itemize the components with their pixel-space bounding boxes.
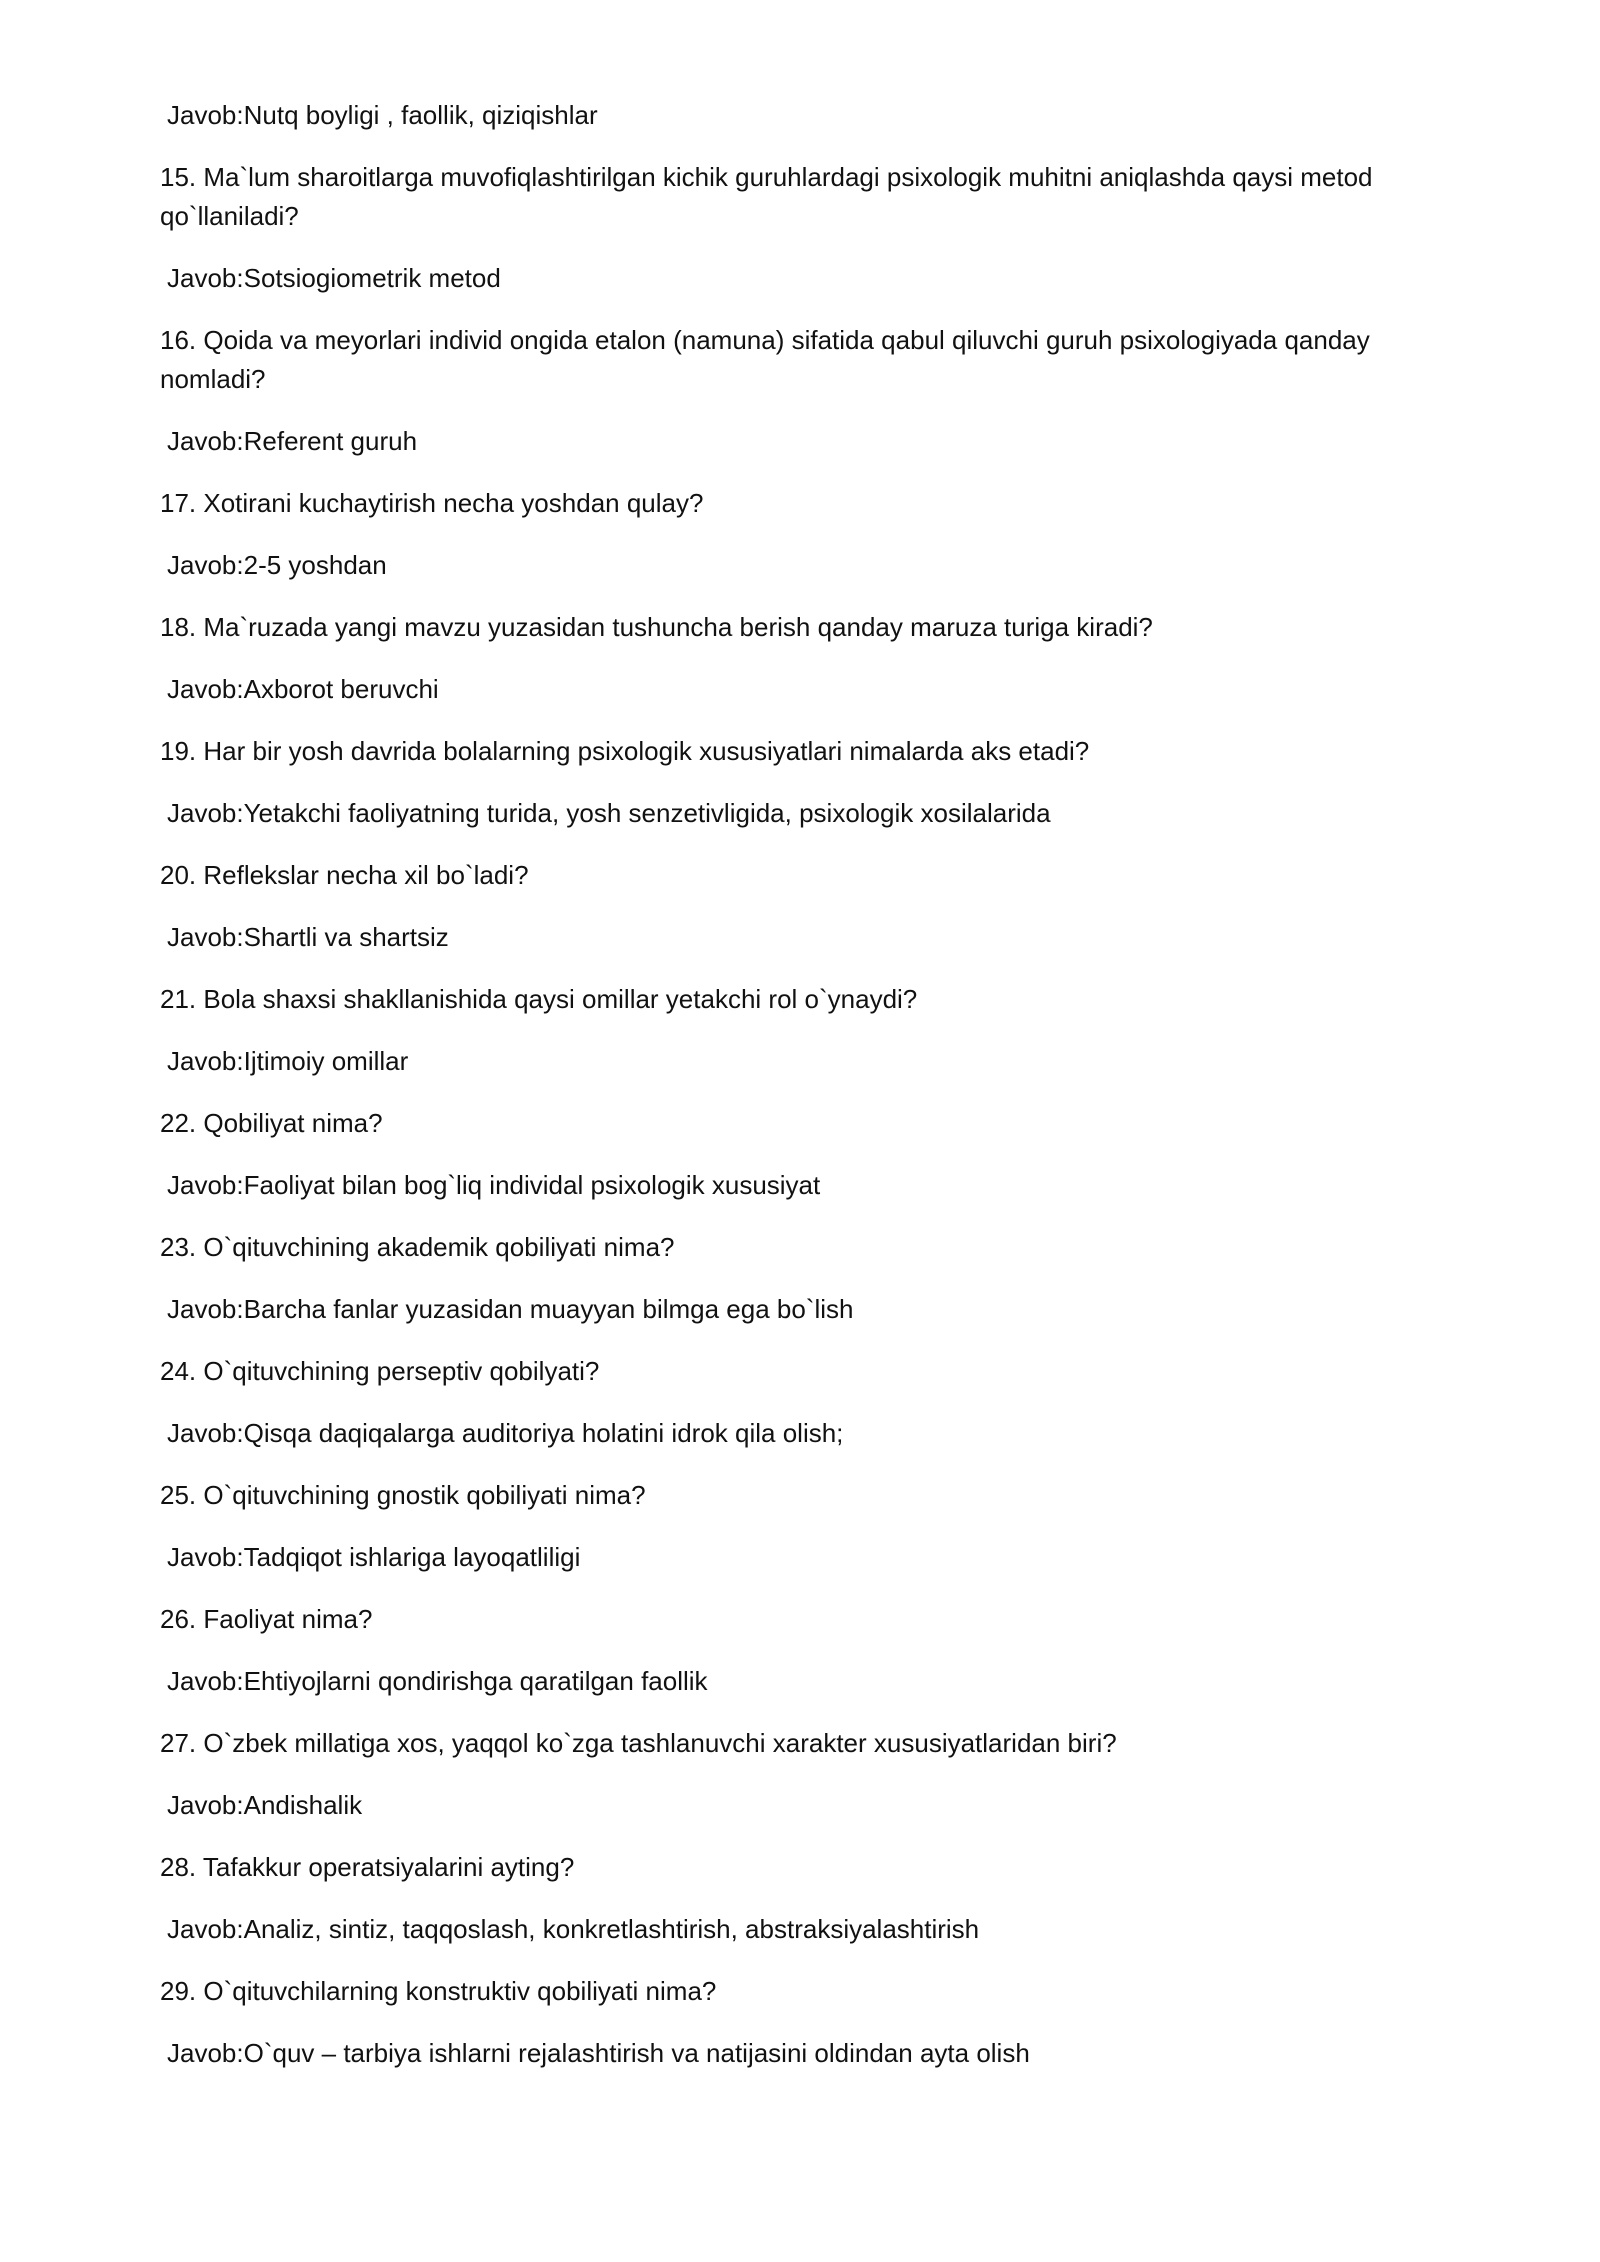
- answer-text: Javob:Referent guruh: [167, 426, 418, 456]
- answer-text: Javob:Qisqa daqiqalarga auditoriya holatini idrok qila olish;: [167, 1418, 844, 1448]
- answer-text: Javob:Sotsiogiometrik metod: [167, 263, 501, 293]
- question-text: 26. Faoliyat nima?: [160, 1604, 373, 1634]
- intro-answer-text: Javob:Nutq boyligi , faollik, qiziqishlar: [167, 100, 598, 130]
- answer-text: Javob:Ijtimoiy omillar: [167, 1046, 409, 1076]
- question-text: 25. O`qituvchining gnostik qobiliyati nima?: [160, 1480, 646, 1510]
- question-text: 27. O`zbek millatiga xos, yaqqol ko`zga tashlanuvchi xarakter xususiyatlaridan biri?: [160, 1728, 1117, 1758]
- qa-list: [160, 158, 1445, 2073]
- question-text: 19. Har bir yosh davrida bolalarning psixologik xususiyatlari nimalarda aks etadi?: [160, 736, 1090, 766]
- answer-text: Javob:2-5 yoshdan: [167, 550, 387, 580]
- question-text: 23. O`qituvchining akademik qobiliyati nima?: [160, 1232, 675, 1262]
- question-text: 29. O`qituvchilarning konstruktiv qobiliyati nima?: [160, 1976, 717, 2006]
- answer-text: Javob:Tadqiqot ishlariga layoqatliligi: [167, 1542, 581, 1572]
- answer-text: Javob:Ehtiyojlarni qondirishga qaratilgan faollik: [167, 1666, 708, 1696]
- answer-text: Javob:Analiz, sintiz, taqqoslash, konkretlashtirish, abstraksiyalashtirish: [167, 1914, 980, 1944]
- answer-text: Javob:Axborot beruvchi: [167, 674, 439, 704]
- question-text: 22. Qobiliyat nima?: [160, 1108, 383, 1138]
- question-text: 16. Qoida va meyorlari individ ongida etalon (namuna) sifatida qabul qiluvchi guruh psixologiyada qanday nomladi?: [160, 325, 1377, 394]
- question-text: 24. O`qituvchining perseptiv qobilyati?: [160, 1356, 600, 1386]
- answer-text: Javob:Yetakchi faoliyatning turida, yosh senzetivligida, psixologik xosilalarida: [167, 798, 1051, 828]
- question-text: 18. Ma`ruzada yangi mavzu yuzasidan tushuncha berish qanday maruza turiga kiradi?: [160, 612, 1153, 642]
- answer-text: Javob:Faoliyat bilan bog`liq individal psixologik xususiyat: [167, 1170, 821, 1200]
- question-text: 17. Xotirani kuchaytirish necha yoshdan qulay?: [160, 488, 704, 518]
- answer-text: Javob:O`quv – tarbiya ishlarni rejalashtirish va natijasini oldindan ayta olish: [167, 2038, 1030, 2068]
- question-text: 21. Bola shaxsi shakllanishida qaysi omillar yetakchi rol o`ynaydi?: [160, 984, 918, 1014]
- question-text: 20. Reflekslar necha xil bo`ladi?: [160, 860, 529, 890]
- question-text: 28. Tafakkur operatsiyalarini ayting?: [160, 1852, 575, 1882]
- answer-text: Javob:Andishalik: [167, 1790, 363, 1820]
- question-text: 15. Ma`lum sharoitlarga muvofiqlashtirilgan kichik guruhlardagi psixologik muhitni aniqlashda qaysi metod qo`llaniladi?: [160, 162, 1380, 231]
- answer-text: Javob:Barcha fanlar yuzasidan muayyan bilmga ega bo`lish: [167, 1294, 854, 1324]
- answer-text: Javob:Shartli va shartsiz: [167, 922, 449, 952]
